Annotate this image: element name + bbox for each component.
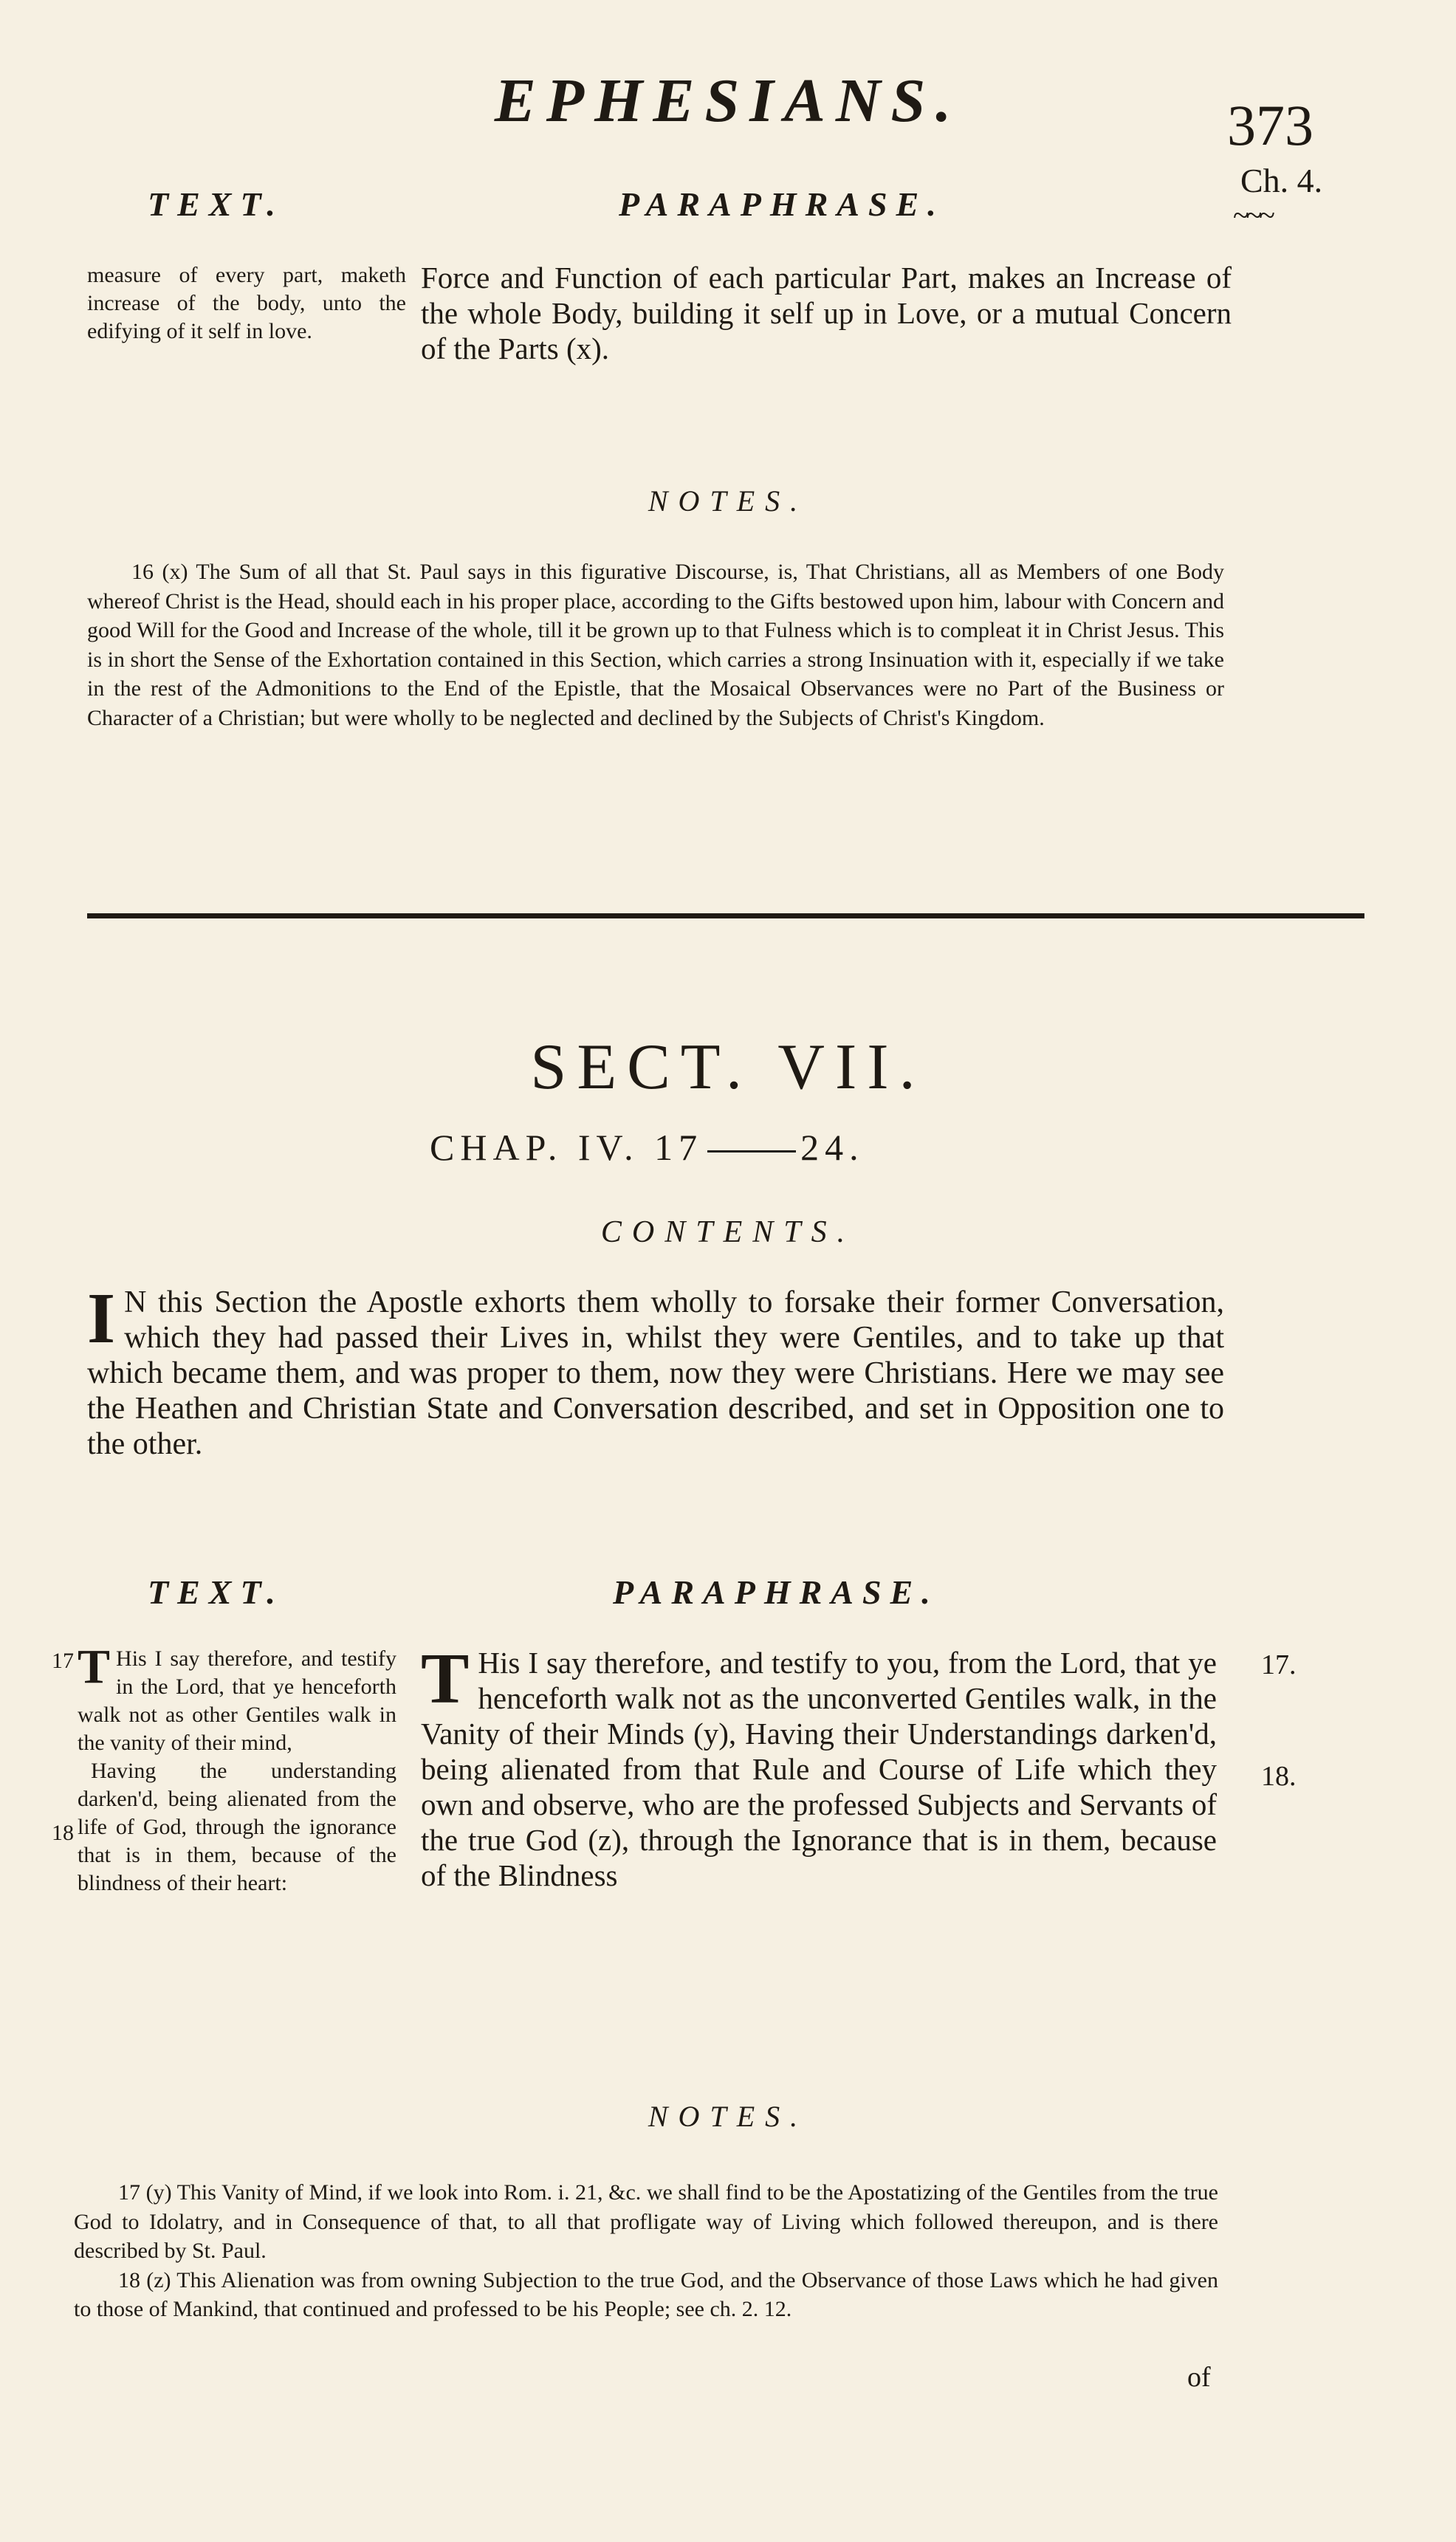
ornament-icon: ~~~ [1233, 199, 1272, 232]
notes-heading-2: NOTES. [648, 2100, 808, 2133]
contents-drop-cap: I [87, 1279, 116, 1358]
catchword: of [1187, 2362, 1211, 2393]
note-z: 18 (z) This Alienation was from owning Subjection to the true God, and the Observance of those Laws which he had given to those of Mankind, that continued and professed to be his People; see ch. 2. 12. [74, 2267, 1218, 2321]
verse-17-body: His I say therefore, and testify in the Lord, that ye henceforth walk not as other Gentiles walk in the vanity of their mind, [78, 1646, 396, 1755]
verse-17-text [78, 1640, 396, 1757]
contents-body [87, 1279, 1224, 1462]
notes-heading: NOTES. [648, 484, 808, 518]
verse-17-drop-cap: T [78, 1640, 111, 1694]
verse-number-17: 17 [52, 1649, 74, 1673]
note-y: 17 (y) This Vanity of Mind, if we look into Rom. i. 21, &c. we shall find to be the Apostatizing of the Gentiles from the true God to Idolatry, and in Consequence of that, to all that profligate way of Living which followed thereupon, and is there described by St. Paul. [74, 2180, 1218, 2263]
paraphrase-body: His I say therefore, and testify to you, from the Lord, that ye henceforth walk not as the unconverted Gentiles walk, in the Vanity of their Minds (y), Having their Understandings darken'd, being alienated from that Rule and Course of Life which they own and observe, who are the professed Subjects and Servants of the true God (z), through the Ignorance that is in them, because of the Blindness [421, 1646, 1217, 1892]
contents-text: N this Section the Apostle exhorts them wholly to forsake their former Conversation, which they had passed their Lives in, whilst they were Gentiles, and to take up that which became them, and was proper to them, now they were Christians. Here we may see the Heathen and Christian State and Conversation described, and set in Opposition one to the other. [87, 1285, 1224, 1461]
margin-verse-18: 18. [1261, 1761, 1297, 1792]
notes-body-2 [74, 2178, 1218, 2324]
chapter-range-end: 24. [800, 1127, 865, 1168]
text-column-2 [78, 1640, 396, 1897]
chapter-reference: Ch. 4. [1240, 162, 1323, 199]
note-x: 16 (x) The Sum of all that St. Paul says in this figurative Discourse, is, That Christians, all as Members of one Body whereof Christ is the Head, should each in his proper place, according to the Gifts bestowed upon him, labour with Concern and good Will for the Good and Increase of the whole, till it be grown up to that Fulness which is to compleat it in Christ Jesus. This is in short the Sense of the Exhortation contained in this Section, which carries a strong Insinuation with it, especially if we take in the rest of the Admonitions to the End of the Epistle, that the Mosaical Observances were no Part of the Business or Character of a Christian; but were wholly to be neglected and declined by the Subjects of Christ's Kingdom. [87, 560, 1224, 730]
running-title: EPHESIANS. [494, 66, 962, 135]
text-column-heading-2: TEXT. [148, 1573, 284, 1611]
section-divider [87, 913, 1364, 918]
paraphrase-drop-cap: T [421, 1639, 470, 1719]
paraphrase-column-heading-2: PARAPHRASE. [613, 1573, 939, 1611]
paraphrase-column: Force and Function of each particular Part, makes an Increase of the whole Body, building it self up in Love, or a mutual Concern of the Parts (x). [421, 261, 1232, 365]
section-title: SECT. VII. [530, 1031, 926, 1103]
chapter-range-start: CHAP. IV. 17 [430, 1127, 704, 1168]
page-number: 373 [1227, 93, 1314, 157]
contents-heading: CONTENTS. [600, 1215, 856, 1249]
paraphrase-column-heading: PARAPHRASE. [619, 185, 945, 223]
text-column: measure of every part, maketh increase of the body, unto the edifying of it self in love. [87, 263, 406, 343]
verse-18-text: Having the understanding darken'd, being alienated from the life of God, through the ignorance that is in them, because of the blindness of their heart: [78, 1759, 396, 1895]
range-dash [707, 1150, 796, 1153]
paraphrase-column-2 [421, 1639, 1217, 1893]
notes-body [87, 557, 1224, 732]
chapter-range [430, 1126, 865, 1169]
margin-verse-17: 17. [1261, 1649, 1297, 1680]
verse-number-18: 18 [52, 1821, 74, 1845]
text-column-heading: TEXT. [148, 185, 284, 223]
